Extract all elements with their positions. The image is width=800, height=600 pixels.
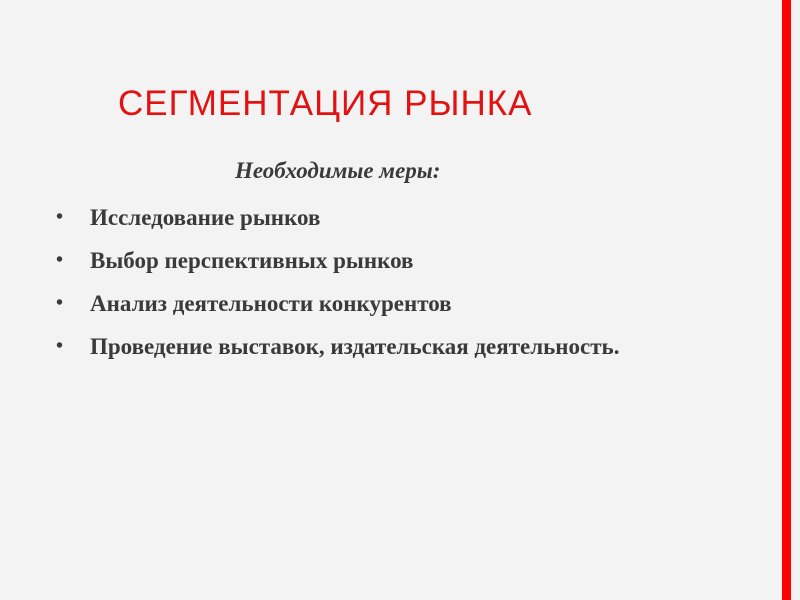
bullet-text: Проведение выставок, издательская деятельность. [90, 334, 620, 359]
bullet-text: Исследование рынков [90, 205, 321, 230]
bullet-list [52, 203, 752, 375]
bullet-icon: • [56, 206, 64, 228]
bullet-item-market-selection [52, 246, 752, 275]
bullet-text: Выбор перспективных рынков [90, 248, 414, 273]
bullet-icon: • [56, 249, 64, 271]
bullet-icon: • [56, 292, 64, 314]
slide-title: СЕГМЕНТАЦИЯ РЫНКА [118, 84, 533, 123]
bullet-text: Анализ деятельности конкурентов [90, 291, 452, 316]
bullet-item-research [52, 203, 752, 232]
bullet-item-exhibitions [52, 332, 752, 361]
accent-bar [782, 0, 791, 600]
bullet-icon: • [56, 335, 64, 357]
bullet-item-competitor-analysis [52, 289, 752, 318]
slide-subtitle: Необходимые меры: [235, 158, 441, 183]
